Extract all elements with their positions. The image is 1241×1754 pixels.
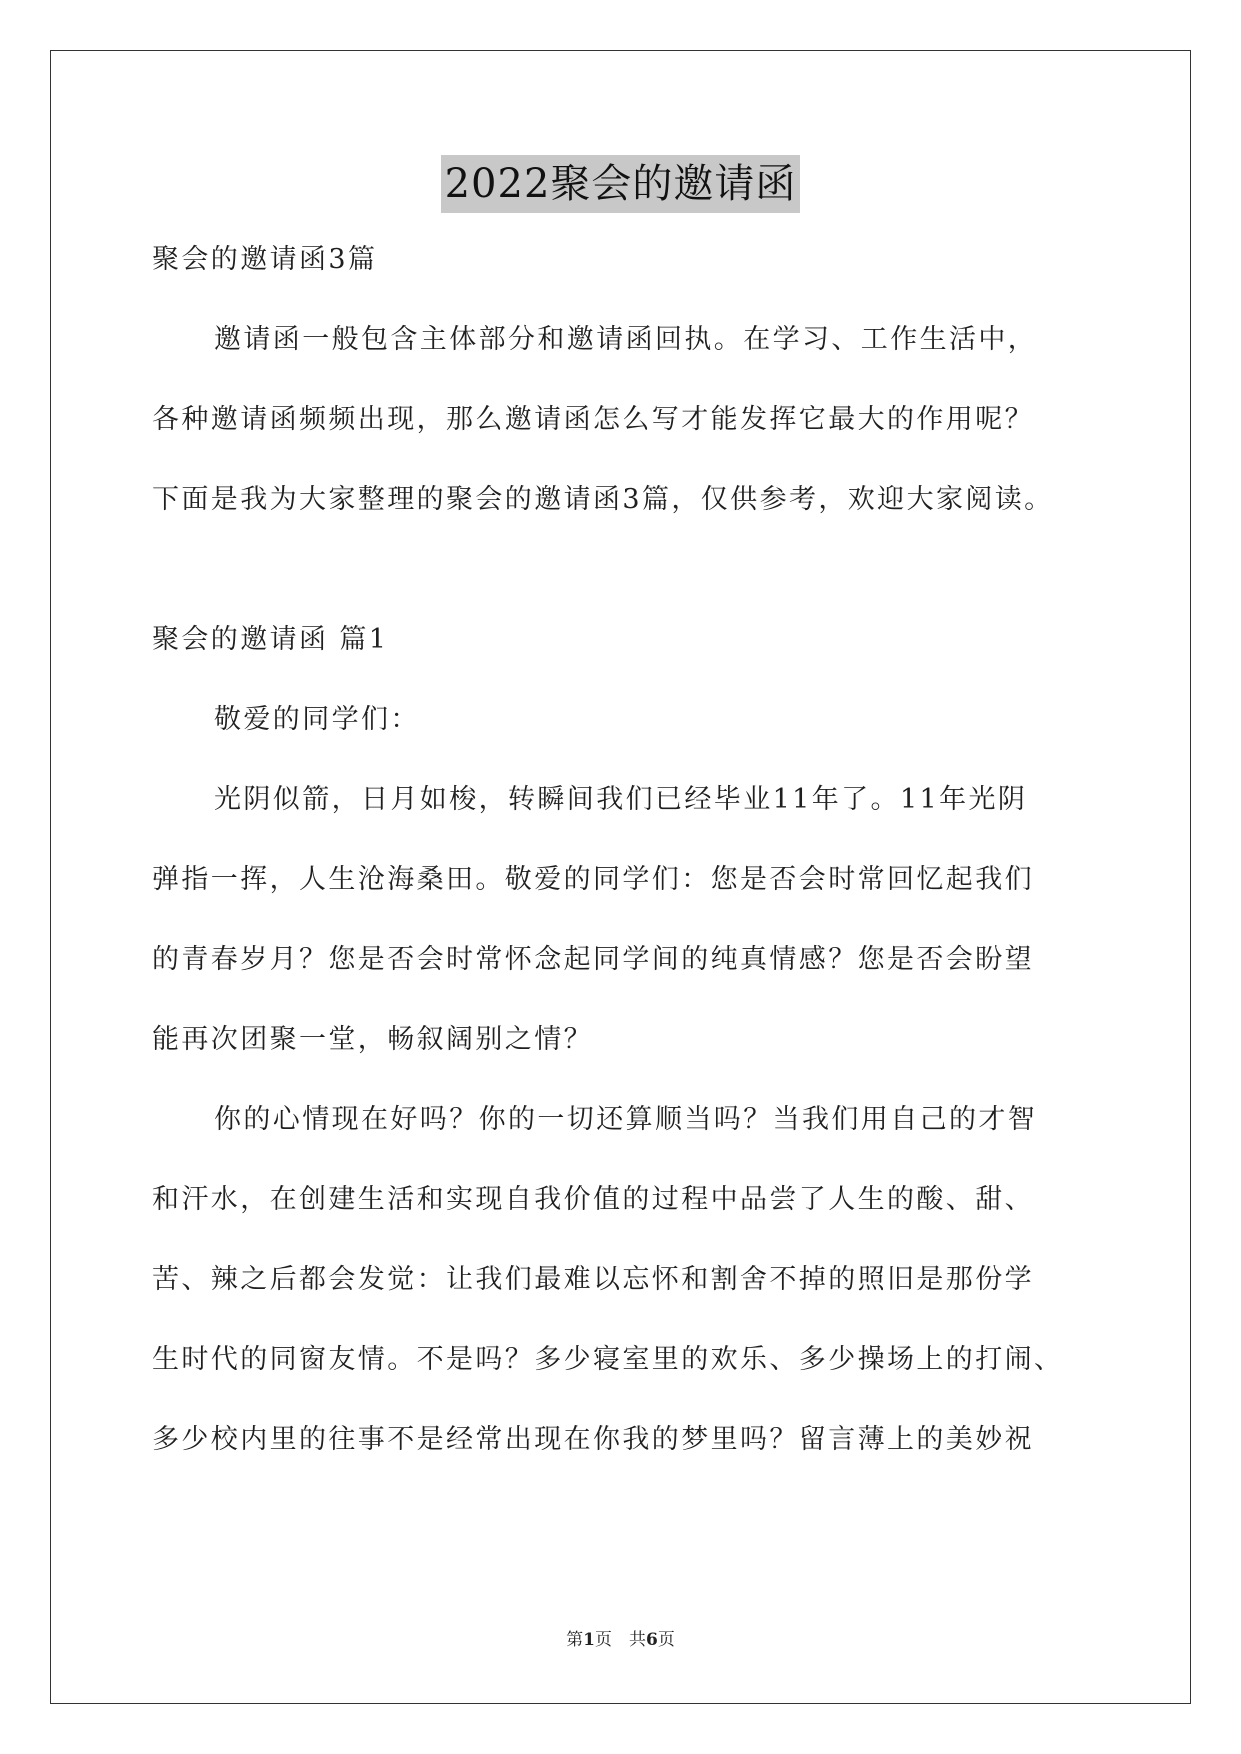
- intro-line: 下面是我为大家整理的聚会的邀请函3篇，仅供参考，欢迎大家阅读。: [152, 484, 1054, 515]
- page-mid: 页 共: [595, 1630, 646, 1650]
- current-page-number: 1: [583, 1630, 595, 1650]
- paragraph-line: 光阴似箭，日月如梭，转瞬间我们已经毕业11年了。11年光阴: [214, 784, 1028, 815]
- total-page-number: 6: [646, 1630, 658, 1650]
- section-heading: 聚会的邀请函 篇1: [152, 624, 389, 655]
- paragraph-line: 苦、辣之后都会发觉：让我们最难以忘怀和割舍不掉的照旧是那份学: [152, 1264, 1034, 1295]
- paragraph-line: 你的心情现在好吗？你的一切还算顺当吗？当我们用自己的才智: [214, 1104, 1038, 1135]
- document-title: 2022聚会的邀请函: [441, 155, 801, 213]
- page-prefix: 第: [566, 1630, 584, 1650]
- page-footer: [0, 1628, 1241, 1652]
- intro-line: 各种邀请函频频出现，那么邀请函怎么写才能发挥它最大的作用呢？: [152, 404, 1034, 435]
- document-subtitle: 聚会的邀请函3篇: [152, 244, 378, 275]
- paragraph-line: 的青春岁月？您是否会时常怀念起同学间的纯真情感？您是否会盼望: [152, 944, 1034, 975]
- intro-line: 邀请函一般包含主体部分和邀请函回执。在学习、工作生活中，: [214, 324, 1038, 355]
- paragraph-line: 多少校内里的往事不是经常出现在你我的梦里吗？留言薄上的美妙祝: [152, 1424, 1034, 1455]
- paragraph-line: 能再次团聚一堂，畅叙阔别之情？: [152, 1024, 593, 1055]
- paragraph-line: 和汗水，在创建生活和实现自我价值的过程中品尝了人生的酸、甜、: [152, 1184, 1034, 1215]
- salutation: 敬爱的同学们：: [214, 704, 420, 735]
- paragraph-line: 生时代的同窗友情。不是吗？多少寝室里的欢乐、多少操场上的打闹、: [152, 1344, 1064, 1375]
- paragraph-line: 弹指一挥，人生沧海桑田。敬爱的同学们：您是否会时常回忆起我们: [152, 864, 1034, 895]
- page-suffix: 页: [657, 1630, 675, 1650]
- title-container: [0, 155, 1241, 213]
